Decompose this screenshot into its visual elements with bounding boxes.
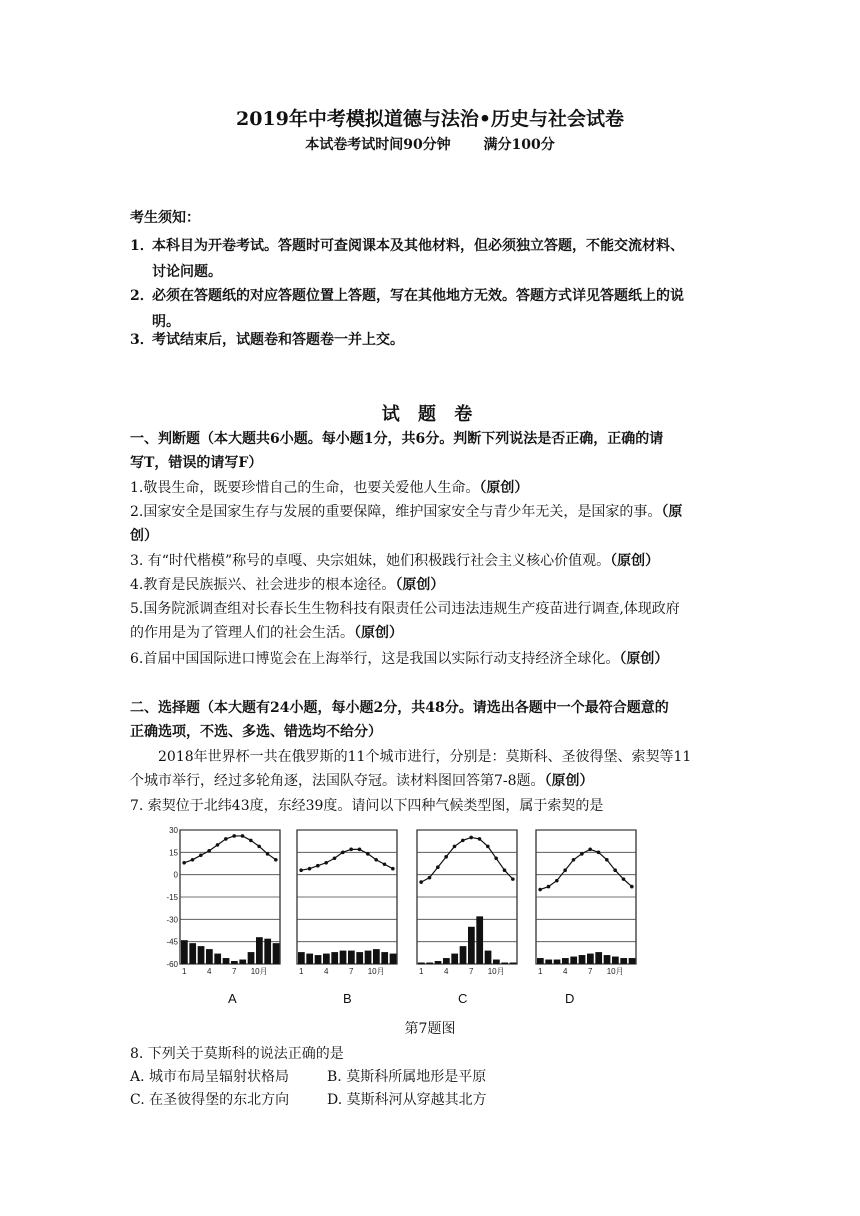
original-tag: （原 [661, 504, 683, 520]
original-tag: （原创） [619, 651, 669, 667]
precip-bar [510, 963, 517, 964]
question-5-cont [130, 622, 742, 642]
question-1 [130, 477, 742, 497]
option-a: A. 城市布局呈辐射状格局 [130, 1069, 290, 1085]
x-tick-label: 7 [348, 967, 354, 976]
part1-heading: 写T，错误的请写F） [130, 455, 263, 471]
original-tag: （原创） [479, 480, 529, 496]
precip-bar [181, 940, 188, 964]
precip-bar [418, 963, 425, 964]
x-tick-label: 7 [468, 967, 474, 976]
y-tick-label: -60 [166, 960, 178, 969]
x-tick-label: 10月 [606, 967, 624, 976]
x-tick-label: 1 [537, 967, 543, 976]
original-tag: （原创） [610, 553, 660, 569]
precip-bar [612, 957, 619, 964]
x-tick-label: 1 [298, 967, 304, 976]
precip-bar [570, 957, 577, 964]
precip-bar [493, 960, 500, 964]
precip-bar [206, 949, 213, 964]
precip-bar [256, 937, 263, 964]
temperature-point [605, 858, 609, 862]
temperature-point [547, 885, 551, 889]
precip-bar [468, 927, 475, 964]
exam-title: 2019年中考模拟道德与法治•历史与社会试卷 [235, 108, 625, 130]
precip-bar [298, 952, 305, 964]
x-tick-label: 4 [443, 967, 449, 976]
precip-bar [214, 954, 221, 964]
temperature-point [478, 837, 482, 841]
temperature-point [224, 837, 228, 841]
temperature-line [540, 849, 632, 889]
temperature-point [207, 849, 211, 853]
temperature-point [503, 868, 507, 872]
temperature-point [241, 834, 245, 838]
temperature-point [538, 888, 542, 892]
temperature-point [374, 858, 378, 862]
temperature-point [324, 861, 328, 865]
precip-bar [381, 952, 388, 964]
precip-bar [443, 958, 450, 964]
precip-bar [460, 946, 467, 964]
temperature-point [469, 836, 473, 840]
temperature-point [630, 885, 634, 889]
temperature-point [316, 864, 320, 868]
question-text: 6.首届中国国际进口博览会在上海举行，这是我国以实际行动支持经济全球化。 [130, 651, 620, 667]
original-tag: （原创） [395, 577, 445, 593]
notes-heading: 考生须知： [130, 210, 200, 226]
original-tag: （原创） [544, 773, 594, 789]
precip-bar [373, 949, 380, 964]
precip-bar [331, 952, 338, 964]
precip-bar [248, 952, 255, 964]
precip-bar [595, 952, 602, 964]
temperature-point [274, 858, 278, 862]
precip-bar [629, 958, 636, 964]
precip-bar [264, 939, 271, 964]
temperature-point [383, 862, 387, 866]
temperature-point [391, 867, 395, 871]
precip-bar [198, 946, 205, 964]
temperature-point [428, 876, 432, 880]
precip-bar [231, 961, 238, 964]
x-tick-label: 4 [206, 967, 212, 976]
temperature-point [232, 834, 236, 838]
precip-bar [501, 963, 508, 964]
note-text: 必须在答题纸的对应答题位置上答题，写在其他地方无效。答题方式详见答题纸上的说 [152, 288, 684, 304]
note-text: 讨论问题。 [152, 264, 222, 280]
x-tick-label: 1 [418, 967, 424, 976]
precip-bar [562, 958, 569, 964]
exam-subtitle: 本试卷考试时间90分钟 满分100分 [305, 137, 555, 153]
chart-label-b: B [343, 991, 352, 1006]
x-tick-label: 10月 [487, 967, 505, 976]
chart-label-c: C [458, 991, 468, 1006]
temperature-point [494, 856, 498, 860]
material-text [130, 770, 742, 790]
x-tick-label: 1 [181, 967, 187, 976]
precip-bar [223, 958, 230, 964]
temperature-point [308, 867, 312, 871]
precip-bar [554, 960, 561, 964]
temperature-point [366, 852, 370, 856]
original-tag: 创） [130, 528, 158, 544]
question-text: 4.教育是民族振兴、社会进步的根本途径。 [130, 577, 396, 593]
question-text: 的作用是为了管理人们的社会生活。 [130, 625, 354, 641]
precip-bar [306, 954, 313, 964]
temperature-point [358, 848, 362, 852]
temperature-point [299, 868, 303, 872]
question-4 [130, 574, 742, 594]
temperature-point [436, 865, 440, 869]
note-item [130, 327, 740, 353]
precip-bar [323, 954, 330, 964]
precip-bar [587, 954, 594, 964]
note-text: 本科目为开卷考试。答题时可查阅课本及其他材料，但必须独立答题，不能交流材料、 [152, 238, 684, 254]
section-title: 试 题 卷 [381, 404, 479, 425]
note-number: 1． [130, 238, 154, 254]
temperature-point [580, 852, 584, 856]
note-text: 明。 [152, 314, 180, 330]
precip-bar [451, 954, 458, 964]
temperature-point [341, 851, 345, 855]
question-6 [130, 648, 742, 668]
precip-bar [340, 951, 347, 964]
temperature-point [419, 880, 423, 884]
question-5: 5.国务院派调查组对长春长生生物科技有限责任公司违法违规生产疫苗进行调查,体现政府 [130, 601, 680, 617]
temperature-point [486, 845, 490, 849]
precip-bar [365, 951, 372, 964]
temperature-point [453, 845, 457, 849]
y-tick-label: -45 [166, 937, 178, 947]
temperature-point [555, 879, 559, 883]
note-item [130, 233, 740, 285]
temperature-line [184, 836, 276, 863]
question-7: 7. 索契位于北纬43度，东经39度。请问以下四种气候类型图，属于索契的是 [130, 798, 604, 814]
question-text: 1.敬畏生命，既要珍惜自己的生命，也要关爱他人生命。 [130, 480, 480, 496]
question-text: 3. 有“时代楷模”称号的卓嘎、央宗姐妹，她们积极践行社会主义核心价值观。 [130, 553, 611, 569]
precip-bar [189, 943, 196, 964]
figure-caption: 第7题图 [404, 1021, 456, 1037]
temperature-point [511, 877, 515, 881]
temperature-point [461, 839, 465, 843]
chart-label-a: A [228, 991, 237, 1006]
note-number: 3． [130, 332, 154, 348]
precip-bar [239, 960, 246, 964]
temperature-point [199, 854, 203, 858]
temperature-point [191, 858, 195, 862]
temperature-point [216, 843, 220, 847]
temperature-point [266, 852, 270, 856]
temperature-point [563, 868, 567, 872]
x-tick-label: 4 [323, 967, 329, 976]
temperature-point [597, 851, 601, 855]
x-tick-label: 10月 [250, 967, 268, 976]
climate-charts-figure [160, 824, 660, 990]
original-tag: （原创） [354, 625, 403, 641]
x-tick-label: 7 [587, 967, 593, 976]
y-tick-label: -15 [166, 893, 178, 902]
temperature-point [182, 861, 186, 865]
precip-bar [426, 963, 433, 964]
temperature-line [421, 837, 513, 882]
material-text: 2018年世界杯一共在俄罗斯的11个城市进行，分别是：莫斯科、圣彼得堡、索契等11 [158, 749, 692, 765]
temperature-point [588, 848, 592, 852]
y-tick-label: 30 [169, 826, 178, 835]
precip-bar [476, 916, 483, 964]
precip-bar [348, 951, 355, 964]
question-3 [130, 550, 742, 570]
temperature-point [333, 856, 337, 860]
precip-bar [604, 955, 611, 964]
option-d: D. 莫斯科河从穿越其北方 [327, 1092, 487, 1108]
precip-bar [390, 954, 397, 964]
precip-bar [485, 951, 492, 964]
temperature-point [257, 845, 261, 849]
part2-heading: 二、选择题（本大题有24小题，每小题2分，共48分。请选出各题中一个最符合题意的 [130, 700, 669, 716]
question-text: 2.国家安全是国家生存与发展的重要保障，维护国家安全与青少年无关，是国家的事。 [130, 504, 662, 520]
option-c: C. 在圣彼得堡的东北方向 [130, 1092, 290, 1108]
material-text-line: 个城市举行，经过多轮角逐，法国队夺冠。读材料图回答第7-8题。 [130, 773, 545, 789]
temperature-point [572, 858, 576, 862]
temperature-point [349, 848, 353, 852]
option-b: B. 莫斯科所属地形是平原 [327, 1069, 487, 1085]
y-tick-label: 15 [169, 848, 178, 858]
precip-bar [435, 961, 442, 964]
precip-bar [273, 943, 280, 964]
y-tick-label: -30 [166, 915, 178, 925]
precip-bar [579, 955, 586, 964]
x-tick-label: 7 [231, 967, 237, 976]
part2-heading: 正确选项，不选、多选、错选均不给分） [130, 724, 382, 740]
y-tick-label: 0 [173, 870, 178, 880]
temperature-point [613, 868, 617, 872]
precip-bar [545, 960, 552, 964]
question-8: 8. 下列关于莫斯科的说法正确的是 [130, 1046, 344, 1062]
note-number: 2． [130, 288, 154, 304]
temperature-point [444, 855, 448, 859]
chart-label-d: D [565, 991, 575, 1006]
precip-bar [620, 958, 627, 964]
precip-bar [537, 958, 544, 964]
x-tick-label: 10月 [367, 967, 385, 976]
precip-bar [356, 952, 363, 964]
precip-bar [315, 955, 322, 964]
x-tick-label: 4 [562, 967, 568, 976]
part1-heading: 一、判断题（本大题共6小题。每小题1分，共6分。判断下列说法是否正确，正确的请 [130, 431, 664, 447]
question-2 [130, 501, 742, 521]
temperature-point [622, 877, 626, 881]
temperature-point [249, 839, 253, 843]
note-text: 考试结束后，试题卷和答题卷一并上交。 [152, 332, 404, 348]
